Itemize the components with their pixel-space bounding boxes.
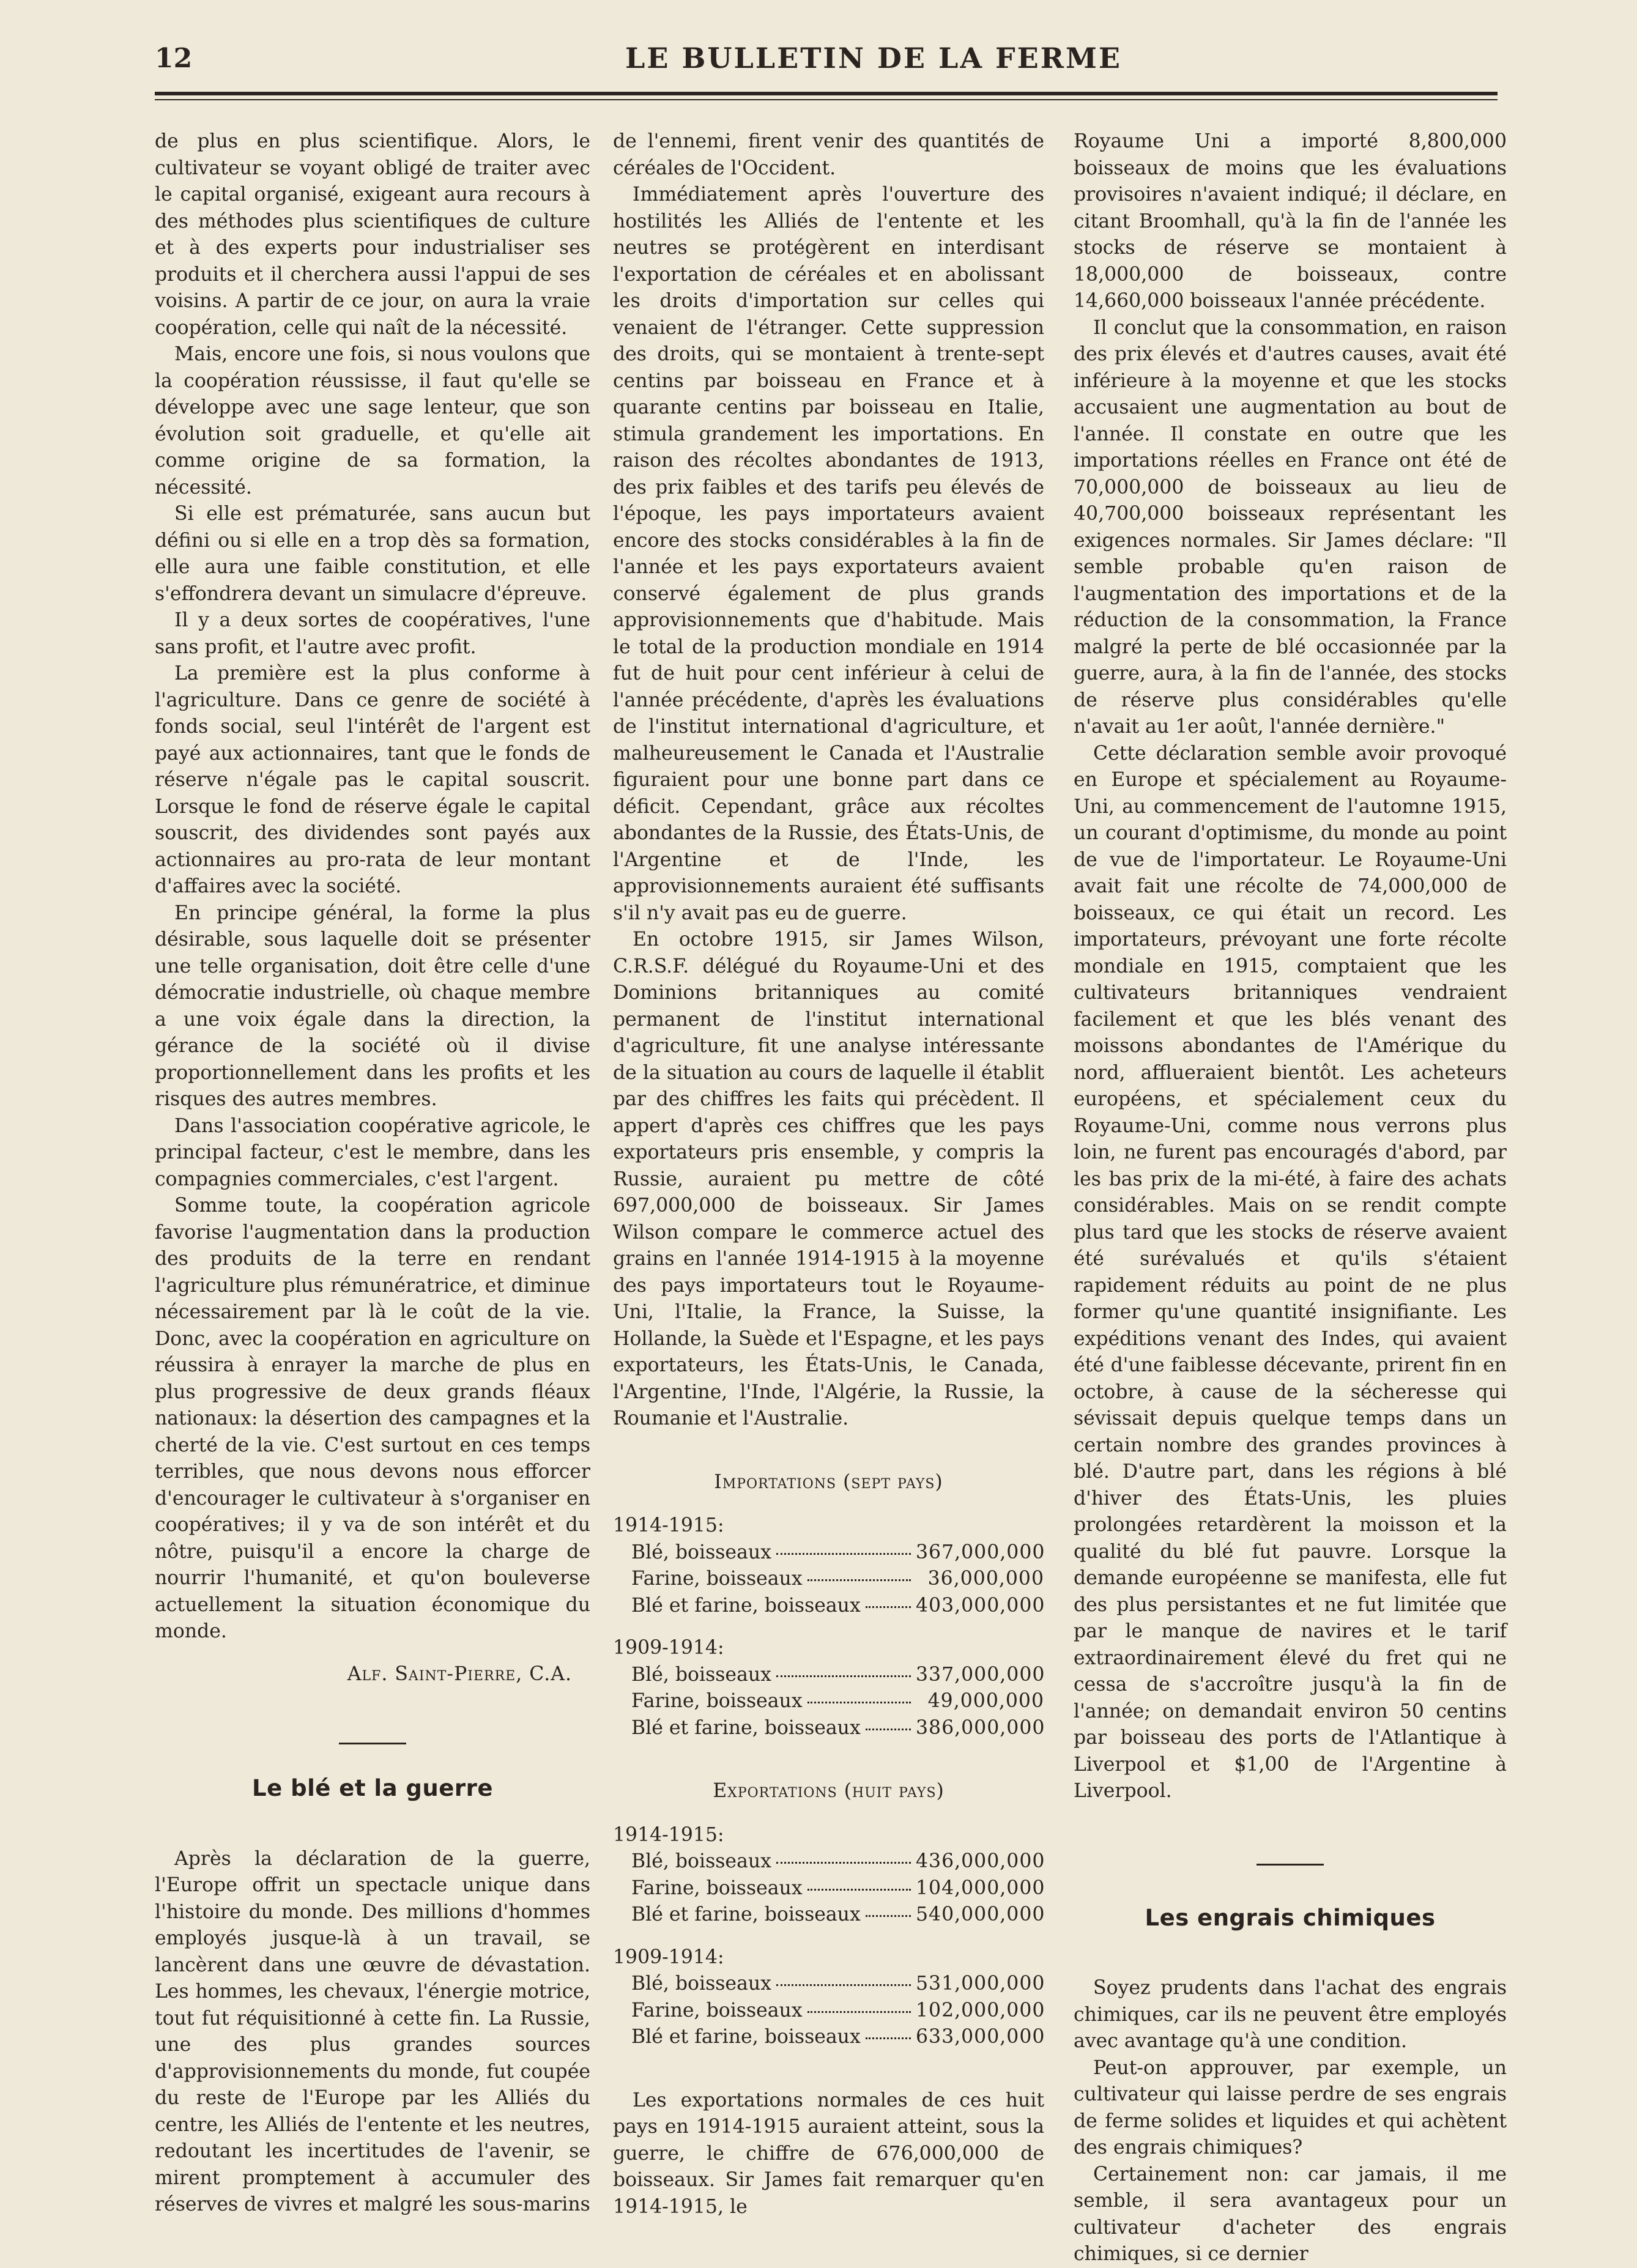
paragraph: Cette déclaration semble avoir provoqué en Europe et spécialement au Royaume-Uni, au commencement de l'automne 1915, un courant d'optimisme, du monde au point de vue de l'importateur. Le Royaume-Uni avait fait une récolte de 74,000,000 de boisseaux, ce qui était un record. Les importateurs, prévoyant une forte récolte mondiale en 1915, comptaient que les cultivateurs britanniques vendraient facilement et que les blés venant des moissons abondantes de l'Amérique du nord, afflueraient bientôt. Les acheteurs européens, et spécialement ceux du Royaume-Uni, comme nous verrons plus loin, ne furent pas encouragés d'abord, par les bas prix de la mi-été, à faire des achats considérables. Mais on se rendit compte plus tard que les stocks de réserve avaient été surévalués et qu'ils s'étaient rapidement réduits au point de ne plus former qu'une quantité insignifiante. Les expéditions venant des Indes, qui avaient été d'une faiblesse décevante, prirent fin en octobre, à cause de la sécheresse qui sévissait depuis quelque temps dans un certain nombre des grandes provinces à blé. D'autre part, dans les régions à blé d'hiver des États-Unis, les pluies prolongées retardèrent la moisson et la qualité du blé fut pauvre. Lorsque la demande européenne se manifesta, elle fut des plus persistantes et ne fut limitée que par le manque de navires et le tarif extraordinairement élevé du fret qui ne cessa de s'accroître jusqu'à la fin de l'année; on demandait environ 50 centins par boisseau des ports de l'Atlantique à Liverpool et $1,00 de l'Argentine à Liverpool. bbox=[1074, 742, 1507, 1802]
leader-dots bbox=[866, 1729, 911, 1730]
paragraph: Il y a deux sortes de coopératives, l'une sans profit, et l'autre avec profit. bbox=[155, 609, 590, 658]
leader-dots bbox=[807, 1889, 911, 1891]
row-value: 403,000,000 bbox=[916, 1594, 1045, 1617]
table-period: 1909-1914: bbox=[613, 1946, 724, 1968]
paragraph: Immédiatement après l'ouverture des hostilités les Alliés de l'entente et les neutres se protégèrent en interdisant l'exportation de céréales et en abolissant les droits d'importation sur celles qui venaient de l'étranger. Cette suppression des droits, qui se montaient à trente-sept centins par boisseau en France et à quarante centins par boisseau en Italie, stimula grandement les importations. En raison des récoltes abondantes de 1913, des prix faibles et des tarifs peu élevés de l'époque, les pays importateurs avaient encore des stocks considérables à la fin de l'année et les pays exportateurs avaient conservé également de plus grands approvisionnements que d'habitude. Mais le total de la production mondiale en 1914 fut de huit pour cent inférieur à celui de l'année précédente, d'après les évaluations de l'institut international d'agriculture, et malheureusement le Canada et l'Australie figuraient pour une bonne part dans ce déficit. Cependant, grâce aux récoltes abondantes de la Russie, des États-Unis, de l'Argentine et de l'Inde, les approvisionnements auraient été suffisants s'il n'y avait pas eu de guerre. bbox=[613, 183, 1044, 924]
row-label: Blé et farine, boisseaux bbox=[631, 1594, 861, 1617]
paragraph: En octobre 1915, sir James Wilson, C.R.S.F. délégué du Royaume-Uni et des Dominions britanniques au comité permanent de l'institut international d'agriculture, fit une analyse intéressante de la situation au cours de laquelle il établit par des chiffres les faits qui précèdent. Il appert d'après ces chiffres que les pays exportateurs pris ensemble, y compris la Russie, auraient pu mettre de côté 697,000,000 de boisseaux. Sir James Wilson compare le commerce actuel des grains en l'année 1914-1915 à la moyenne des pays importateurs tout le Royaume-Uni, l'Italie, la France, la Suisse, la Hollande, la Suède et l'Espagne, et les pays exportateurs, les États-Unis, le Canada, l'Argentine, l'Inde, l'Algérie, la Russie, la Roumanie et l'Australie. bbox=[613, 928, 1044, 1429]
row-value: 49,000,000 bbox=[927, 1690, 1044, 1712]
paragraph: Dans l'association coopérative agricole, le principal facteur, c'est le membre, dans les compagnies commerciales, c'est l'argent. bbox=[155, 1114, 590, 1190]
column-1 bbox=[155, 128, 590, 2218]
row-value: 540,000,000 bbox=[916, 1903, 1045, 1925]
row-label: Farine, boisseaux bbox=[631, 1568, 803, 1590]
paragraph: Les exportations normales de ces huit pays en 1914-1915 auraient atteint, sous la guerre, le chiffre de 676,000,000 de boisseaux. Sir James fait remarquer qu'en 1914-1915, le bbox=[613, 2089, 1044, 2218]
paragraph: Mais, encore une fois, si nous voulons que la coopération réussisse, il faut qu'elle se développe avec une sage lenteur, que son évolution soit graduelle, et qu'elle ait comme origine de sa formation, la nécessité. bbox=[155, 343, 590, 498]
table-row bbox=[613, 1875, 1044, 1902]
table-row bbox=[613, 1593, 1044, 1620]
exports-table-title: Exportations (huit pays) bbox=[713, 1780, 945, 1802]
leader-dots bbox=[866, 2037, 911, 2039]
row-value: 102,000,000 bbox=[916, 1999, 1045, 2022]
row-value: 386,000,000 bbox=[916, 1716, 1045, 1739]
table-period: 1909-1914: bbox=[613, 1637, 724, 1659]
paragraph: La première est la plus conforme à l'agriculture. Dans ce genre de société à fonds social, seul l'intérêt de l'argent est payé aux actionnaires, tant que le fonds de réserve n'égale pas le capital souscrit. Lorsque le fond de réserve égale le capital souscrit, des dividendes sont payés aux actionnaires au pro-rata de leur montant d'affaires avec la société. bbox=[155, 662, 590, 897]
imports-table bbox=[613, 1513, 1044, 1741]
paragraph: En principe général, la forme la plus désirable, sous laquelle doit se présenter une telle organisation, doit être celle d'une démocratie industrielle, où chaque membre a une voix égale dans la direction, la gérance de la société où il divise proportionnellement dans les profits et les risques des autres membres. bbox=[155, 902, 590, 1110]
paragraph: Après la déclaration de la guerre, l'Europe offrit un spectacle unique dans l'histoire du monde. Des millions d'hommes employés jusque-là à un travail, se lancèrent dans une œuvre de dévastation. Les hommes, les chevaux, l'énergie motrice, tout fut réquisitionné à cette fin. La Russie, une des plus grandes sources d'approvisionnements du monde, fut coupée du reste de l'Europe par les Alliés du centre, les Alliés de l'entente et les neutres, redoutant les incertitudes de l'avenir, se mirent promptement à accumuler des réserves de vivres et malgré les sous-marins bbox=[155, 1847, 590, 2215]
row-value: 633,000,000 bbox=[916, 2026, 1045, 2048]
section-divider bbox=[1257, 1864, 1324, 1866]
column-3 bbox=[1074, 128, 1507, 2268]
leader-dots bbox=[807, 1702, 911, 1703]
leader-dots bbox=[776, 1862, 911, 1864]
paragraph: Si elle est prématurée, sans aucun but défini ou si elle en a trop dès sa formation, elle aura une faible constitution, et elle s'effondrera devant un simulacre d'épreuve. bbox=[155, 503, 590, 605]
row-label: Blé, boisseaux bbox=[631, 1541, 771, 1563]
table-row bbox=[613, 1848, 1044, 1875]
row-label: Blé, boisseaux bbox=[631, 1850, 771, 1872]
leader-dots bbox=[776, 1984, 911, 1986]
row-label: Blé, boisseaux bbox=[631, 1973, 771, 1995]
table-row bbox=[613, 1715, 1044, 1742]
author-signature: Alf. Saint-Pierre, C.A. bbox=[347, 1662, 572, 1685]
row-label: Farine, boisseaux bbox=[631, 1690, 803, 1712]
exports-table bbox=[613, 1822, 1044, 2051]
paragraph: Soyez prudents dans l'achat des engrais chimiques, car ils ne peuvent être employés avec avantage qu'à une condition. bbox=[1074, 1977, 1507, 2052]
paragraph: Peut-on approuver, par exemple, un cultivateur qui laisse perdre de ses engrais de ferme solides et liquides et qui achètent des engrais chimiques? bbox=[1074, 2056, 1507, 2159]
header-rule-thick bbox=[155, 92, 1498, 95]
column-2 bbox=[613, 128, 1044, 2220]
leader-dots bbox=[776, 1553, 911, 1555]
table-row bbox=[613, 1688, 1044, 1715]
table-row bbox=[613, 1662, 1044, 1689]
row-value: 531,000,000 bbox=[916, 1973, 1045, 1995]
row-value: 436,000,000 bbox=[916, 1850, 1045, 1872]
table-row bbox=[613, 1540, 1044, 1566]
paragraph: Royaume Uni a importé 8,800,000 boisseaux de moins que les évaluations provisoires n'avaient indiqué; il déclare, en citant Broomhall, qu'à la fin de l'année les stocks de réserve se montaient à 18,000,000 de boisseaux, contre 14,660,000 boisseaux l'année précédente. bbox=[1074, 130, 1507, 312]
row-value: 337,000,000 bbox=[916, 1663, 1045, 1686]
section-divider bbox=[339, 1743, 406, 1744]
page-number: 12 bbox=[155, 43, 193, 74]
table-row bbox=[613, 1902, 1044, 1929]
table-period: 1914-1915: bbox=[613, 1514, 724, 1536]
table-row bbox=[613, 1971, 1044, 1998]
leader-dots bbox=[807, 2011, 911, 2013]
leader-dots bbox=[807, 1579, 911, 1581]
paragraph: Certainement non: car jamais, il me semble, il sera avantageux pour un cultivateur d'acheter des engrais chimiques, si ce dernier bbox=[1074, 2163, 1507, 2265]
leader-dots bbox=[776, 1675, 911, 1677]
row-label: Farine, boisseaux bbox=[631, 1999, 803, 2022]
row-label: Farine, boisseaux bbox=[631, 1877, 803, 1899]
table-row bbox=[613, 1566, 1044, 1593]
row-label: Blé et farine, boisseaux bbox=[631, 2026, 861, 2048]
row-label: Blé, boisseaux bbox=[631, 1663, 771, 1686]
imports-table-title: Importations (sept pays) bbox=[714, 1470, 943, 1493]
publication-title: LE BULLETIN DE LA FERME bbox=[625, 42, 1122, 75]
row-value: 367,000,000 bbox=[916, 1541, 1045, 1563]
table-row bbox=[613, 1998, 1044, 2025]
header-rule-thin bbox=[155, 99, 1498, 100]
row-label: Blé et farine, boisseaux bbox=[631, 1903, 861, 1925]
article-heading: Les engrais chimiques bbox=[1145, 1904, 1436, 1931]
paragraph: de l'ennemi, firent venir des quantités de céréales de l'Occident. bbox=[613, 130, 1044, 179]
leader-dots bbox=[866, 1606, 911, 1608]
table-row bbox=[613, 2024, 1044, 2051]
leader-dots bbox=[866, 1915, 911, 1917]
row-label: Blé et farine, boisseaux bbox=[631, 1716, 861, 1739]
row-value: 104,000,000 bbox=[916, 1877, 1045, 1899]
paragraph: Il conclut que la consommation, en raison des prix élevés et d'autres causes, avait été inférieure à la moyenne et que les stocks accusaient une augmentation au bout de l'année. Il constate en outre que les importations réelles en France ont été de 70,000,000 de boisseaux au lieu de 40,700,000 boisseaux représentant les exigences normales. Sir James déclare: "Il semble probable qu'en raison de l'augmentation des importations et de la réduction de la consommation, la France malgré la perte de blé occasionnée par la guerre, aura, à la fin de l'année, des stocks de réserve plus considérables qu'elle n'avait au 1er août, l'année dernière." bbox=[1074, 316, 1507, 738]
row-value: 36,000,000 bbox=[927, 1568, 1044, 1590]
paragraph: de plus en plus scientifique. Alors, le cultivateur se voyant obligé de traiter avec le capital organisé, exigeant aura recours à des méthodes plus scientifiques de culture et à des experts pour industrialiser ses produits et il cherchera aussi l'appui de ses voisins. A partir de ce jour, on aura la vraie coopération, celle qui naît de la nécessité. bbox=[155, 130, 590, 339]
article-heading: Le blé et la guerre bbox=[252, 1775, 493, 1801]
table-period: 1914-1915: bbox=[613, 1823, 724, 1846]
paragraph: Somme toute, la coopération agricole favorise l'augmentation dans la production des produits de la terre en rendant l'agriculture plus rémunératrice, et diminue nécessairement par là le coût de la vie. Donc, avec la coopération en agriculture on réussira à enrayer la marche de plus en plus progressive de deux grands fléaux nationaux: la désertion des campagnes et la cherté de la vie. C'est surtout en ces temps terribles, que nous devons nous efforcer d'encourager le cultivateur à s'organiser en coopératives; il y va de son intérêt et du nôtre, puisqu'il a encore la charge de nourrir l'humanité, et qu'on bouleverse actuellement la situation économique du monde. bbox=[155, 1195, 590, 1642]
